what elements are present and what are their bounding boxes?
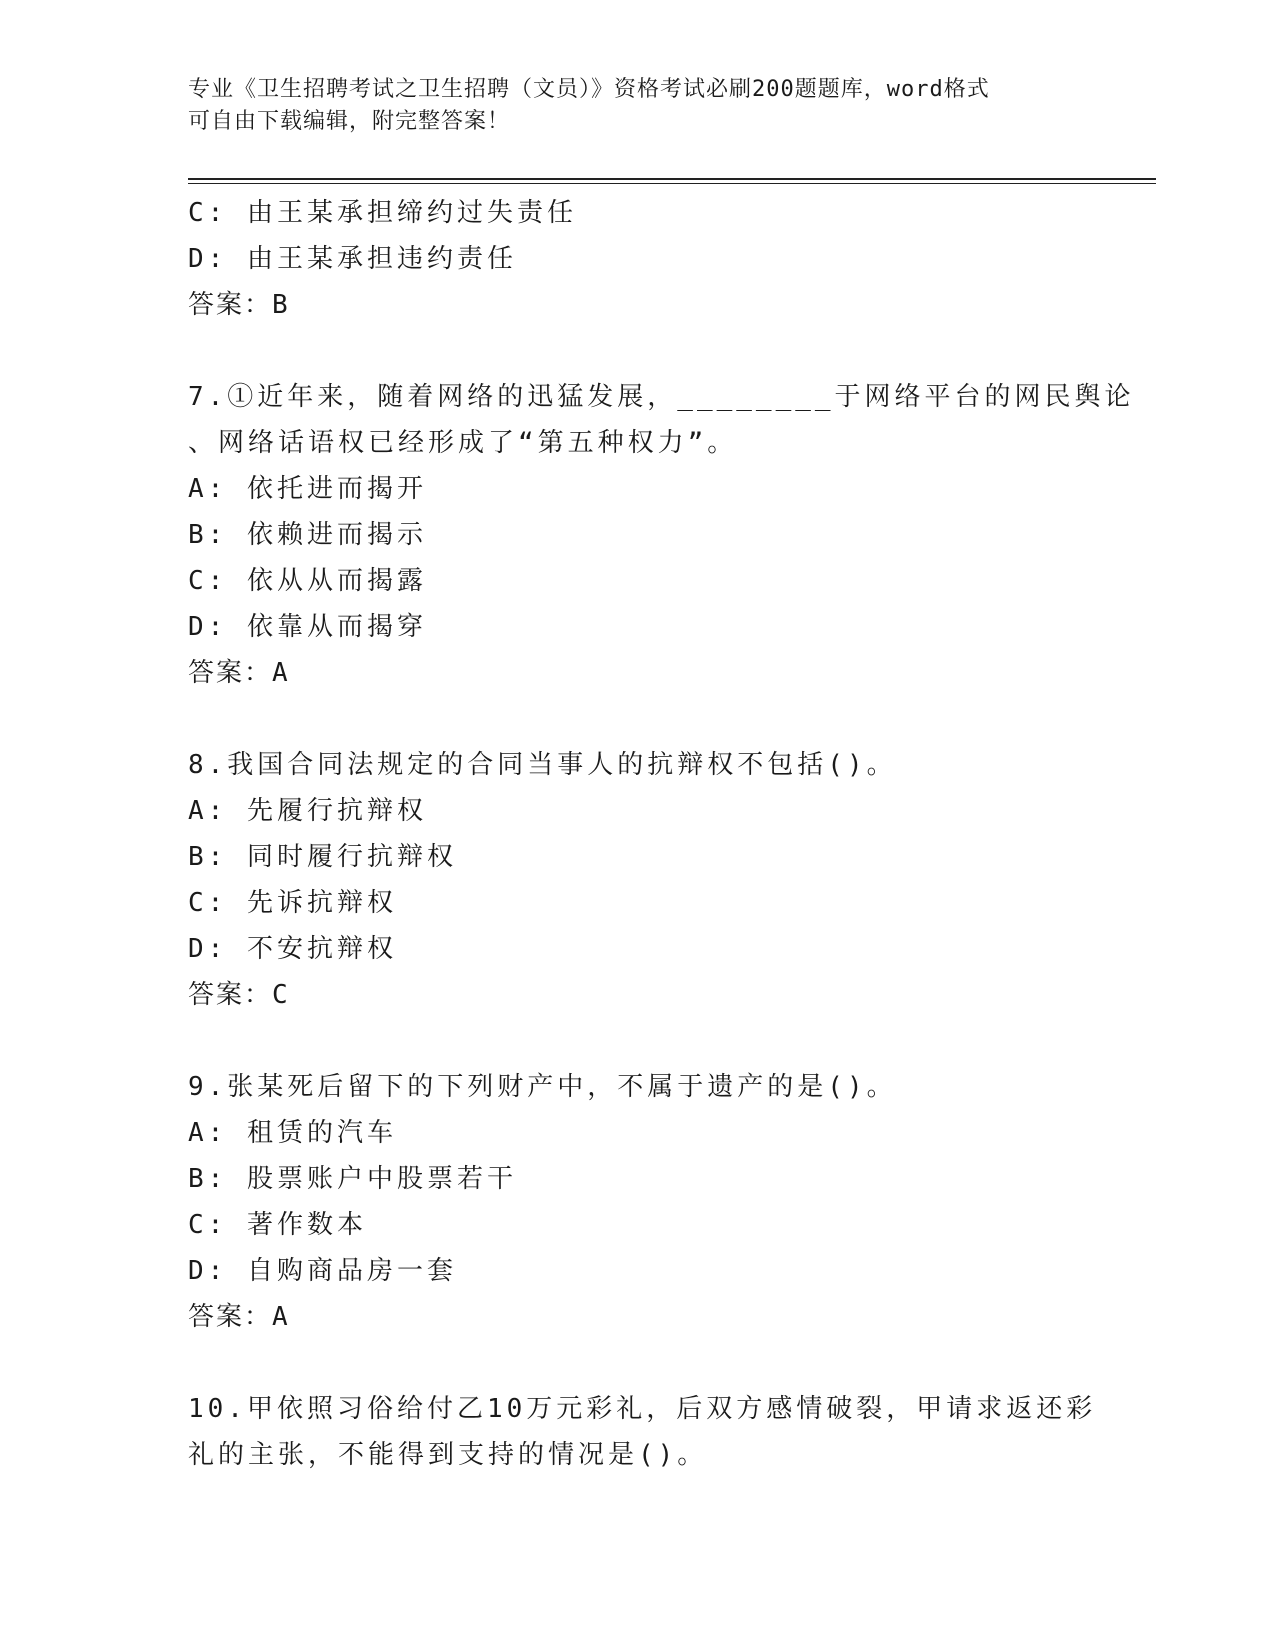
question-stem-continued: 礼的主张，不能得到支持的情况是()。 bbox=[188, 1440, 708, 1470]
question-stem: 7.①近年来，随着网络的迅猛发展，________于网络平台的网民舆论 bbox=[188, 382, 1135, 412]
spacer bbox=[188, 1340, 1088, 1386]
document-header bbox=[188, 74, 1088, 138]
option-d: D: 依靠从而揭穿 bbox=[188, 612, 427, 642]
option-d: D: 不安抗辩权 bbox=[188, 934, 397, 964]
option-d: D: 由王某承担违约责任 bbox=[188, 244, 517, 274]
option-c: C: 先诉抗辩权 bbox=[188, 888, 397, 918]
question-7 bbox=[188, 374, 1135, 696]
question-stem: 10.甲依照习俗给付乙10万元彩礼，后双方感情破裂，甲请求返还彩 bbox=[188, 1394, 1097, 1424]
question-stem: 8.我国合同法规定的合同当事人的抗辩权不包括()。 bbox=[188, 750, 897, 780]
option-c: C: 由王某承担缔约过失责任 bbox=[188, 198, 577, 228]
header-title-line-1: 专业《卫生招聘考试之卫生招聘（文员）》资格考试必刷200题题库，word格式 bbox=[188, 77, 990, 102]
answer: 答案：A bbox=[188, 658, 290, 688]
answer: 答案：A bbox=[188, 1302, 290, 1332]
option-b: B: 依赖进而揭示 bbox=[188, 520, 427, 550]
spacer bbox=[188, 328, 1088, 374]
option-c: C: 依从从而揭露 bbox=[188, 566, 427, 596]
option-b: B: 股票账户中股票若干 bbox=[188, 1164, 517, 1194]
question-list bbox=[188, 190, 1135, 1478]
option-b: B: 同时履行抗辩权 bbox=[188, 842, 457, 872]
spacer bbox=[188, 1018, 1088, 1064]
answer: 答案：B bbox=[188, 290, 290, 320]
option-c: C: 著作数本 bbox=[188, 1210, 367, 1240]
question-8 bbox=[188, 742, 1088, 1018]
question-stem: 9.张某死后留下的下列财产中，不属于遗产的是()。 bbox=[188, 1072, 897, 1102]
option-a: A: 租赁的汽车 bbox=[188, 1118, 397, 1148]
option-a: A: 先履行抗辩权 bbox=[188, 796, 427, 826]
answer: 答案：C bbox=[188, 980, 290, 1010]
question-6-continued bbox=[188, 190, 1088, 328]
question-10 bbox=[188, 1386, 1097, 1478]
spacer bbox=[188, 696, 1088, 742]
header-title-line-2: 可自由下载编辑，附完整答案！ bbox=[188, 109, 511, 134]
header-divider-thick bbox=[188, 178, 1156, 180]
question-9 bbox=[188, 1064, 1088, 1340]
header-divider-thin bbox=[188, 183, 1156, 184]
question-stem-continued: 、网络话语权已经形成了“第五种权力”。 bbox=[188, 428, 738, 458]
option-a: A: 依托进而揭开 bbox=[188, 474, 427, 504]
option-d: D: 自购商品房一套 bbox=[188, 1256, 457, 1286]
